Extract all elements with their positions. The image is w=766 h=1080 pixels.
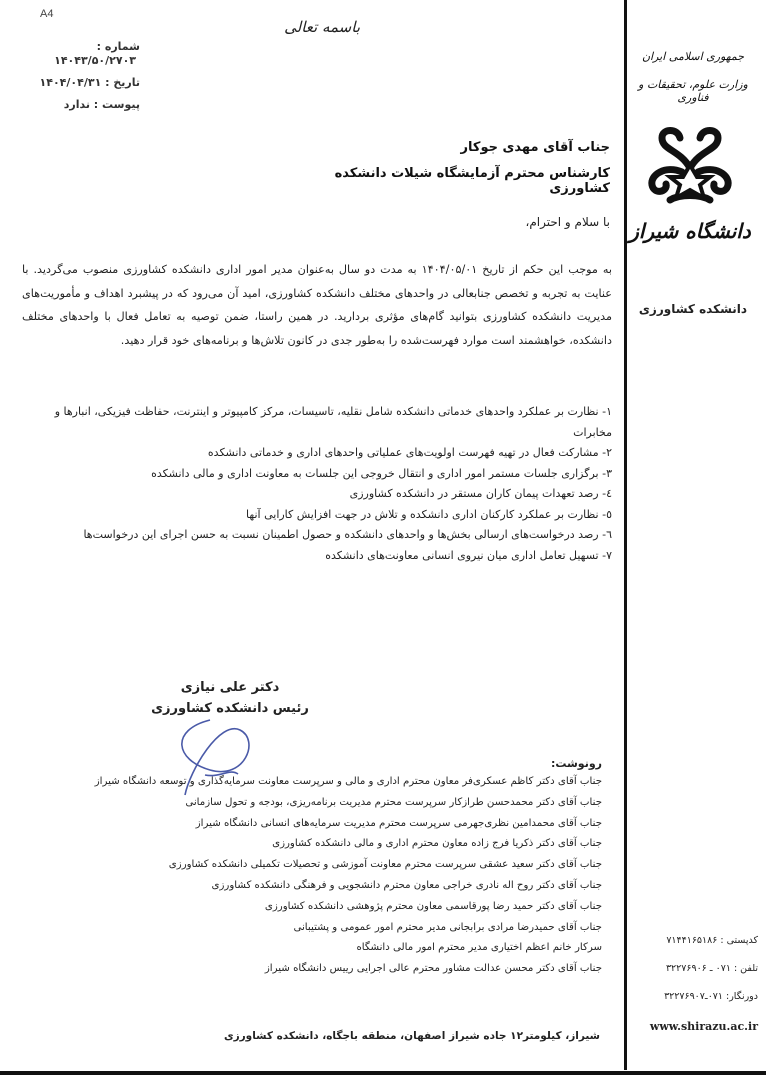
cc-recipient: جناب آقای دکتر ذکریا فرج زاده معاون محترم اداری و مالی دانشکده کشاورزی <box>272 838 602 850</box>
vertical-divider <box>624 0 627 1070</box>
recipient-name: جناب آقای مهدی جوکار <box>460 140 610 155</box>
postal-code: کدپستی : ۷۱۴۴۱۶۵۱۸۶ <box>666 935 758 946</box>
ministry-title: وزارت علوم، تحقیقات و فناوری <box>638 78 748 104</box>
list-item: ۱- نظارت بر عملکرد واحدهای خدماتی دانشکده شامل نقلیه، تاسیسات، مرکز کامپیوتر و اینترنت، حفاظت فیزیکی، انبارها و مخابرات <box>54 405 612 439</box>
logo-text: دانشگاه شیراز <box>629 219 751 243</box>
signatory-name: دکتر علی نیازی <box>180 680 280 695</box>
cc-recipient: سرکار خانم اعظم اختیاری مدیر محترم امور مالی دانشگاه <box>356 942 602 954</box>
cc-recipient: جناب آقای دکتر حمید رضا پورقاسمی معاون محترم پژوهشی دانشکده کشاورزی <box>264 900 602 912</box>
list-item: ٤- رصد تعهدات پیمان کاران مستقر در دانشکده کشاورزی <box>349 487 612 500</box>
cc-recipient: جناب آقای دکتر روح اله نادری خراجی معاون محترم دانشجویی و فرهنگی دانشکده کشاورزی <box>211 879 602 891</box>
website-link[interactable]: www.shirazu.ac.ir <box>649 1020 758 1033</box>
cc-list <box>90 772 602 980</box>
university-logo-icon <box>629 120 751 250</box>
recipient-title: کارشناس محترم آزمایشگاه شیلات دانشکده کشاورزی <box>334 166 610 196</box>
list-item: ٥- نظارت بر عملکرد کارکنان اداری دانشکده و تلاش در جهت افزایش کارایی آنها <box>246 507 612 521</box>
cc-recipient: جناب آقای محمدامین نظری‌جهرمی سرپرست محترم مدیریت سرمایه‌های انسانی دانشگاه شیراز <box>195 817 602 829</box>
bismillah-heading: باسمه تعالی <box>284 18 360 36</box>
cc-recipient: جناب آقای دکتر محسن عدالت مشاور محترم عالی اجرایی رییس دانشگاه شیراز <box>264 963 602 975</box>
body-paragraph: به موجب این حکم از تاریخ ۱۴۰۴/۰۵/۰۱ به مدت دو سال به‌عنوان مدیر امور اداری دانشکده کشاورزی منصوب می‌گردید. با عنایت به تجربه و تخصص جنابعالی در واحدهای مختلف دانشکده کشاورزی، امید آن می‌رود که در پیشبرد اهداف و مأموریت‌های مدیریت دانشکده کشاورزی بتوانید گام‌های مؤثری بردارید. در همین راستا، ضمن توصیه به تعامل فعال با واحدهای مختلف دانشکده، خواهشمند است موارد فهرست‌شده را به‌طور جدی در کانون تلاش‌ها و برنامه‌های خود قرار دهید. <box>22 263 612 347</box>
signatory-title: رئیس دانشکده کشاورزی <box>151 701 309 716</box>
list-item: ۲- مشارکت فعال در تهیه فهرست اولویت‌های عملیاتی واحدهای اداری و خدماتی دانشکده <box>207 446 612 459</box>
letter-number-label: شماره : <box>96 40 140 53</box>
fax-number: دورنگار: ۰۷۱ـ۳۲۲۷۶۹۰۷ <box>664 991 758 1002</box>
cc-recipient: جناب آقای دکتر سعید عشقی سرپرست محترم معاونت آموزشی و تحصیلات تکمیلی دانشکده کشاورزی <box>168 859 602 871</box>
letter-attachment: پیوست : ندارد <box>63 98 140 111</box>
cc-recipient: جناب آقای دکتر کاظم عسکری‌فر معاون محترم اداری و مالی و سرپرست معاونت سرمایه‌گذاری و توسعه دانشگاه شیراز <box>94 776 602 787</box>
republic-title: جمهوری اسلامی ایران <box>641 50 745 63</box>
bottom-divider <box>0 1071 766 1075</box>
greeting: با سلام و احترام، <box>525 215 610 229</box>
list-item: ٦- رصد درخواست‌های ارسالی بخش‌ها و واحدهای دانشکده و حصول اطمینان نسبت به حسن اجرای این درخواست‌ها <box>83 528 612 541</box>
phone-number: تلفن : ۰۷۱ ـ ۳۲۲۷۶۹۰۶ <box>665 963 758 974</box>
footer-address: شیراز، کیلومتر۱۲ جاده شیراز اصفهان، منطقه باجگاه، دانشکده کشاورزی <box>223 1030 600 1042</box>
faculty-name: دانشکده کشاورزی <box>638 302 748 316</box>
letter-number-value: ۱۴۰۴۳/۵۰/۲۷۰۳ <box>54 54 136 67</box>
list-item: ۳- برگزاری جلسات مستمر امور اداری و انتقال خروجی این جلسات به معاونت اداری و مالی دانشکده <box>151 466 612 480</box>
duties-list <box>22 402 612 566</box>
cc-recipient: جناب آقای دکتر محمدحسن طرازکار سرپرست محترم مدیریت برنامه‌ریزی، بودجه و تحول سازمانی <box>185 796 602 808</box>
letter-date: تاریخ : ۱۴۰۴/۰۴/۳۱ <box>39 76 140 89</box>
cc-recipient: جناب آقای حمیدرضا مرادی برابجانی مدیر محترم امور عمومی و پشتیبانی <box>293 921 602 933</box>
cc-label: رونوشت: <box>550 757 602 770</box>
paper-size-label: A4 <box>40 8 54 20</box>
list-item: ۷- تسهیل تعامل اداری میان نیروی انسانی معاونت‌های دانشکده <box>325 548 612 562</box>
